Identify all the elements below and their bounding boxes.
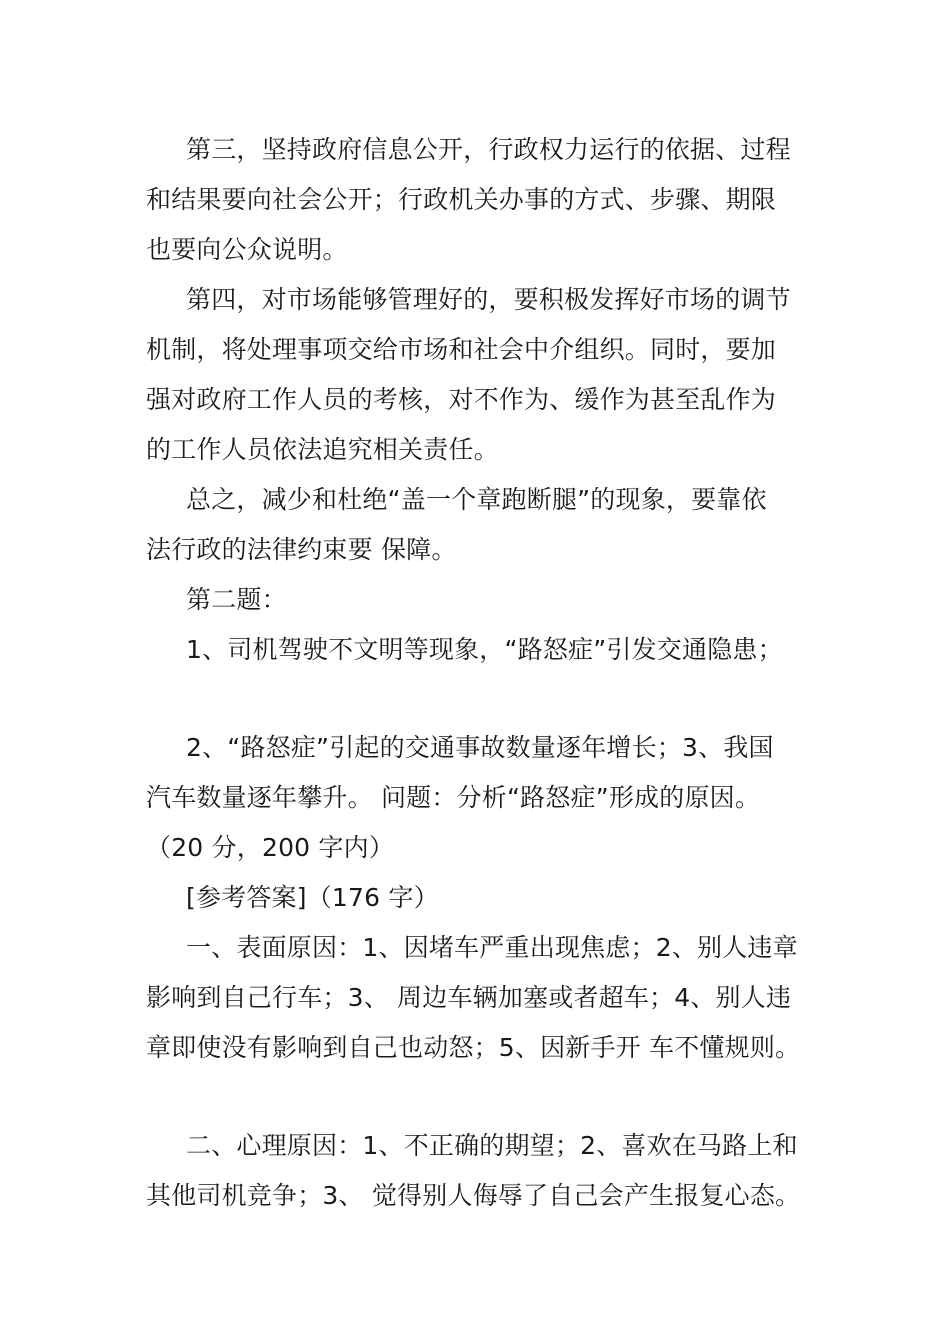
paragraph-line: 汽车数量逐年攀升。 问题：分析“路怒症”形成的原因。 bbox=[146, 783, 761, 812]
paragraph-line: 也要向公众说明。 bbox=[146, 235, 348, 264]
paragraph-line: 强对政府工作人员的考核，对不作为、缓作为甚至乱作为 bbox=[146, 385, 777, 414]
paragraph-line: 2、“路怒症”引起的交通事故数量逐年增长；3、我国 bbox=[186, 733, 774, 762]
paragraph-line: 第三，坚持政府信息公开，行政权力运行的依据、过程 bbox=[186, 135, 791, 164]
paragraph-line: 其他司机竞争；3、 觉得别人侮辱了自己会产生报复心态。 bbox=[146, 1181, 801, 1210]
paragraph-line: 一、表面原因：1、因堵车严重出现焦虑；2、别人违章 bbox=[186, 933, 798, 962]
section-heading: 第二题： bbox=[186, 585, 287, 614]
paragraph-line: 1、司机驾驶不文明等现象，“路怒症”引发交通隐患； bbox=[186, 635, 783, 664]
paragraph-line: 法行政的法律约束要 保障。 bbox=[146, 535, 457, 564]
paragraph-line: 章即使没有影响到自己也动怒；5、因新手开 车不懂规则。 bbox=[146, 1033, 801, 1062]
paragraph-line: （20 分，200 字内） bbox=[146, 833, 395, 862]
paragraph-line: 的工作人员依法追究相关责任。 bbox=[146, 435, 499, 464]
paragraph-line: 影响到自己行车；3、 周边车辆加塞或者超车；4、别人违 bbox=[146, 983, 792, 1012]
paragraph-line: 机制，将处理事项交给市场和社会中介组织。同时，要加 bbox=[146, 335, 777, 364]
paragraph-line: 总之，减少和杜绝“盖一个章跑断腿”的现象，要靠依 bbox=[186, 485, 767, 514]
paragraph-line: 二、心理原因：1、不正确的期望；2、喜欢在马路上和 bbox=[186, 1131, 798, 1160]
paragraph-line: 和结果要向社会公开；行政机关办事的方式、步骤、期限 bbox=[146, 185, 777, 214]
answer-heading: [参考答案]（176 字） bbox=[186, 883, 439, 912]
paragraph-line: 第四，对市场能够管理好的，要积极发挥好市场的调节 bbox=[186, 285, 791, 314]
